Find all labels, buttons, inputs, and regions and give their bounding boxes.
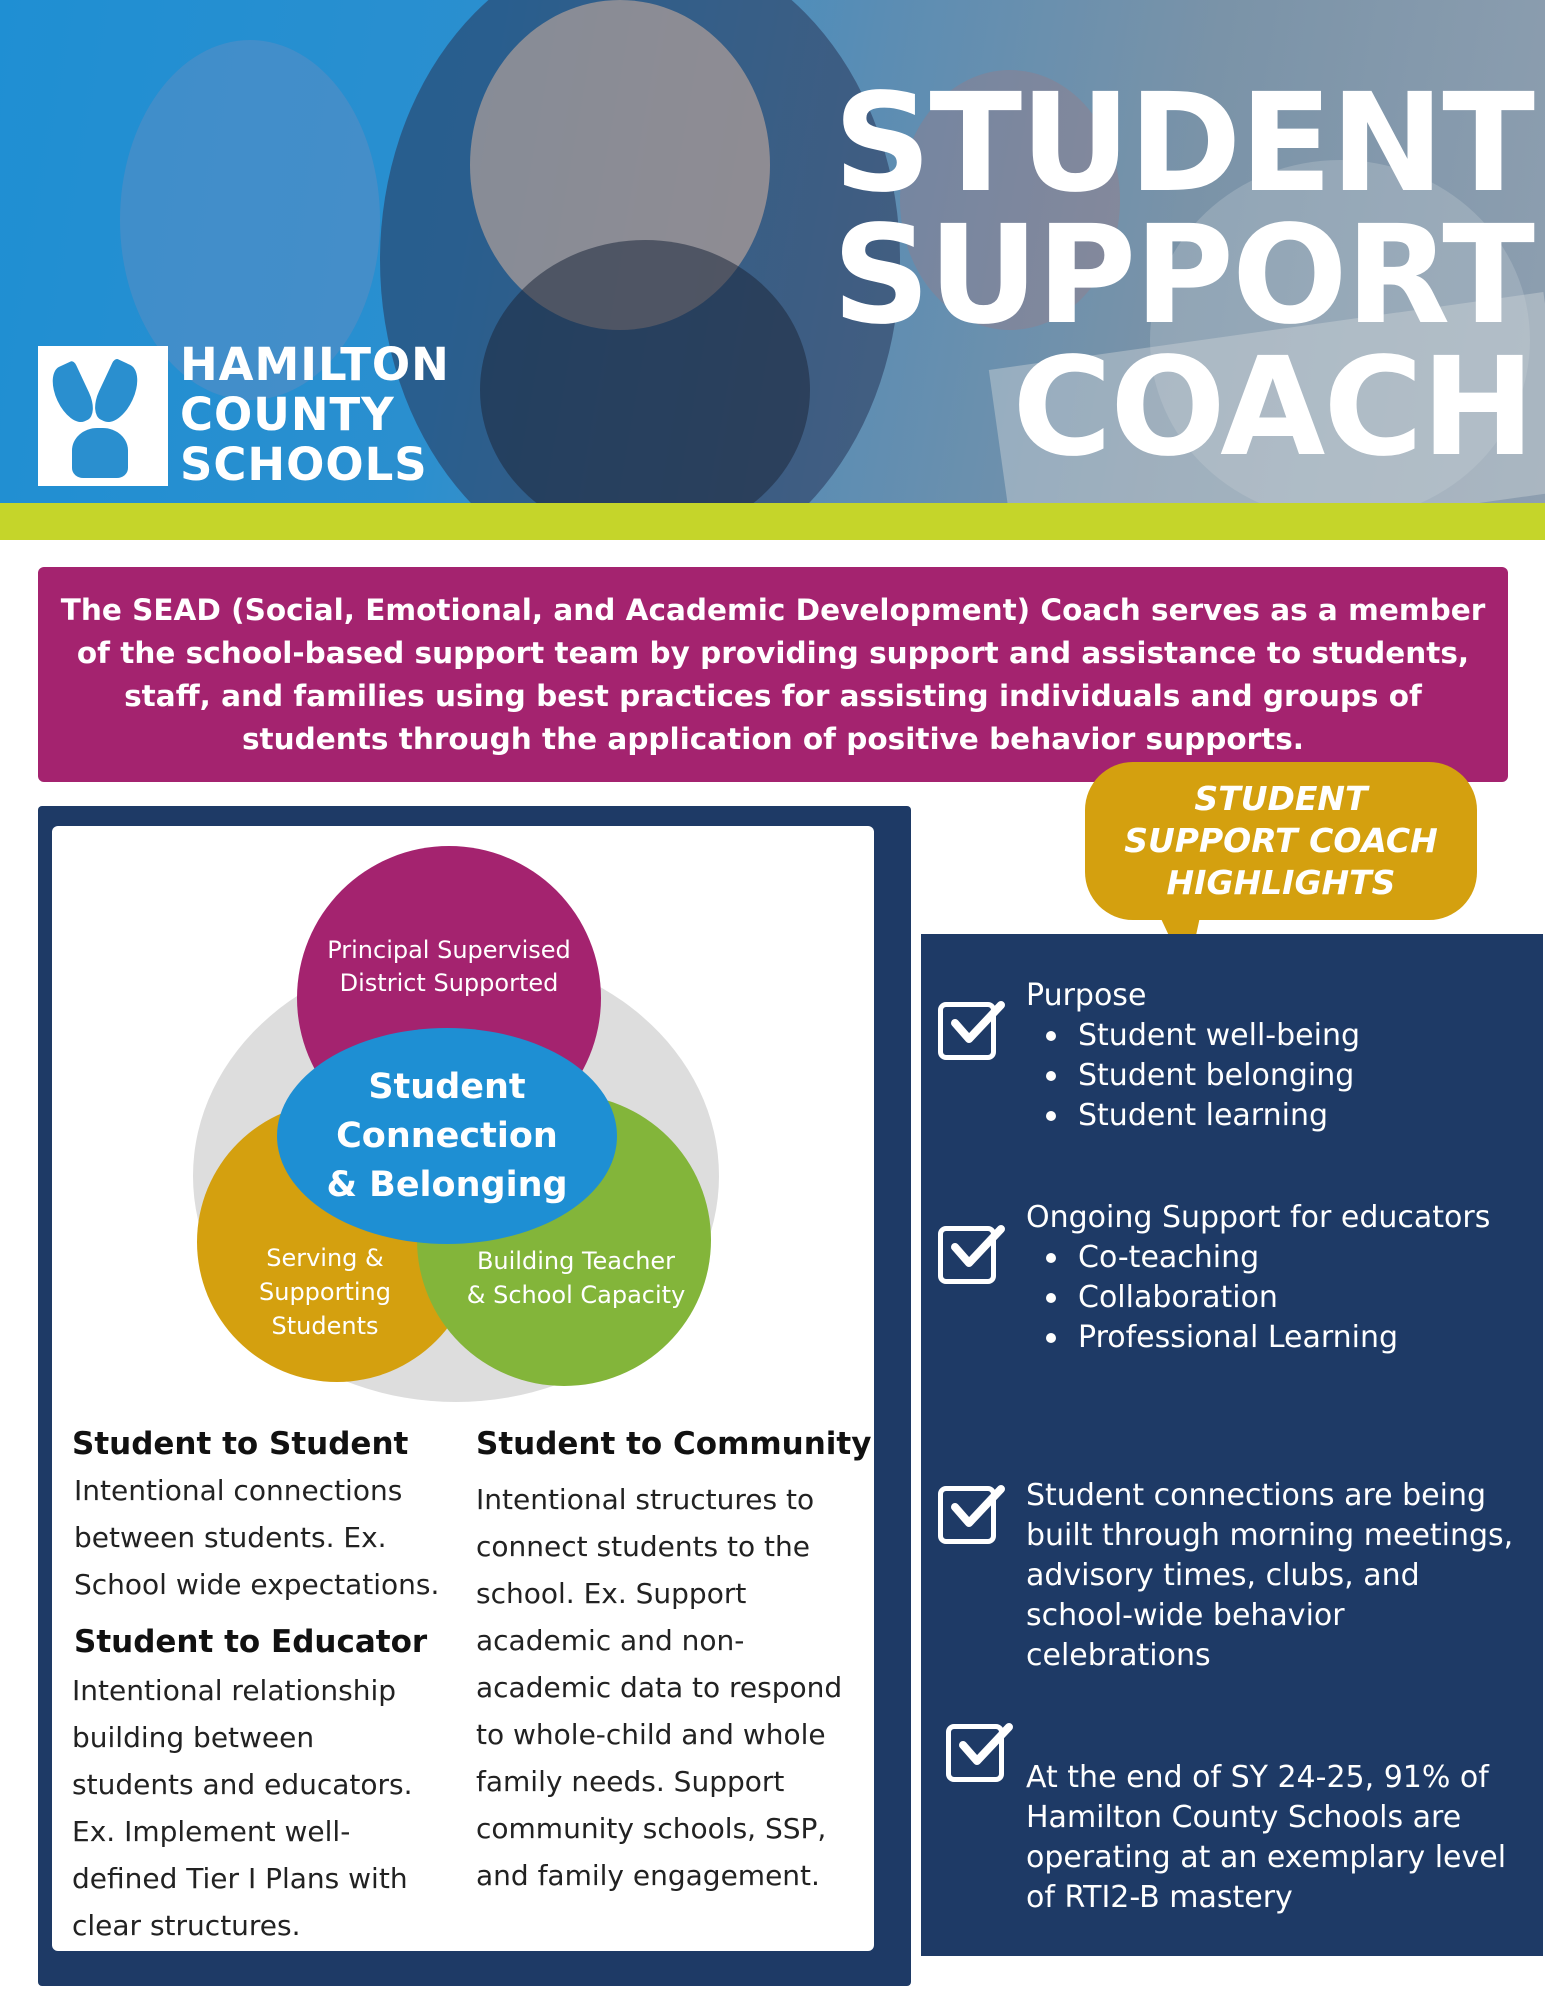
list-item: Student belonging [1026, 1056, 1360, 1096]
intro-text: The SEAD (Social, Emotional, and Academic Development) Coach serves as a member of the school-based support team by providing support and assistance to students, staff, and families using best practices for assisting individuals and groups of students through the application of positive behavior supports. [60, 592, 1486, 756]
venn-label: & School Capacity [466, 1281, 686, 1309]
venn-label: Principal Supervised [327, 936, 571, 964]
highlights-panel [921, 934, 1543, 1956]
highlight-text: Student connections are being built through morning meetings, advisory times, clubs, and school-wide behavior celebrations [1026, 1478, 1514, 1673]
venn-center-label: Connection [336, 1115, 558, 1156]
title-line: STUDENT [833, 65, 1533, 223]
highlights-callout [1085, 762, 1477, 920]
highlight-heading: Ongoing Support for educators [1026, 1200, 1491, 1235]
list-item: Professional Learning [1026, 1318, 1398, 1358]
highlight-list [1026, 1016, 1360, 1136]
list-item: Co-teaching [1026, 1238, 1398, 1278]
highlight-list [1026, 1238, 1398, 1358]
venn-diagram [185, 846, 725, 1402]
section-heading: Student to Community [476, 1426, 872, 1462]
left-panel [38, 806, 911, 1986]
venn-label: Serving & [266, 1244, 384, 1272]
section-body: Intentional structures to connect students to the school. Ex. Support academic and non- academic data to respond to whole-child and whole family needs. Support community schools, SSP, and family engagement. [476, 1483, 843, 1892]
venn-label: Building Teacher [476, 1247, 676, 1275]
section-heading: Student to Educator [74, 1624, 428, 1660]
logo-line: COUNTY [180, 388, 395, 441]
logo-emblem-icon [38, 346, 168, 486]
left-panel-card [52, 826, 874, 1951]
logo-line: HAMILTON [180, 338, 450, 391]
venn-center-ellipse [277, 1028, 617, 1244]
checkbox-icon [938, 1486, 996, 1544]
list-item: Student well-being [1026, 1016, 1360, 1056]
title-line: COACH [1012, 329, 1533, 487]
highlight-text: At the end of SY 24-25, 91% of Hamilton County Schools are operating at an exemplary level of RTI2-B mastery [1026, 1760, 1507, 1915]
venn-label: District Supported [339, 969, 559, 997]
checkbox-icon [938, 1226, 996, 1284]
page-title [832, 65, 1533, 487]
checkbox-icon [938, 1002, 996, 1060]
highlight-heading: Purpose [1026, 978, 1147, 1013]
callout-line: HIGHLIGHTS [1166, 863, 1396, 902]
venn-label: Supporting [259, 1278, 391, 1306]
hero-banner [0, 0, 1545, 505]
callout-line: SUPPORT COACH [1124, 821, 1438, 860]
venn-center-label: & Belonging [326, 1164, 568, 1205]
callout-line: STUDENT [1194, 779, 1368, 818]
intro-box [38, 567, 1508, 782]
checkbox-icon [946, 1724, 1004, 1782]
title-line: SUPPORT [832, 197, 1533, 355]
accent-bar [0, 503, 1545, 540]
list-item: Collaboration [1026, 1278, 1398, 1318]
logo-line: SCHOOLS [180, 438, 428, 491]
section-body: Intentional connections between students. Ex. School wide expectations. [74, 1474, 440, 1601]
section-heading: Student to Student [72, 1426, 409, 1462]
venn-center-label: Student [368, 1066, 526, 1107]
list-item: Student learning [1026, 1096, 1360, 1136]
section-body: Intentional relationship building between students and educators. Ex. Implement well- defined Tier I Plans with clear structures. [72, 1674, 413, 1942]
venn-label: Students [271, 1312, 379, 1340]
logo-wordmark [180, 340, 450, 490]
